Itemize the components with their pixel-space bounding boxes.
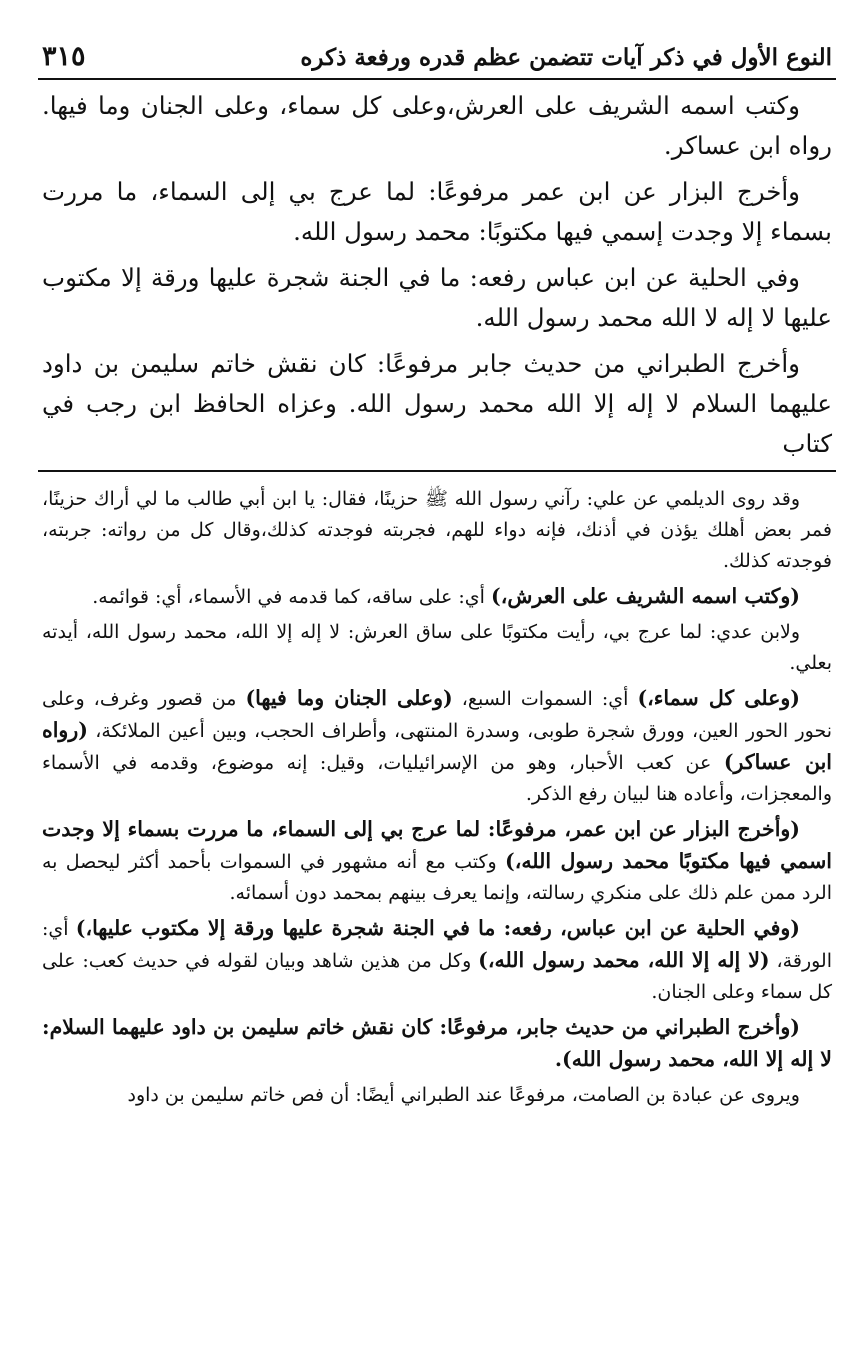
quoted-text: (وعلى كل سماء،)	[637, 686, 800, 710]
commentary-paragraph: ولابن عدي: لما عرج بي، رأيت مكتوبًا على ساق العرش: لا إله إلا الله، محمد رسول الله، أيدته بعلي.	[42, 621, 832, 674]
commentary-paragraph	[42, 913, 832, 1008]
main-paragraph: وأخرج البزار عن ابن عمر مرفوعًا: لما عرج بي إلى السماء، ما مررت بسماء إلا وجدت إسمي فيها مكتوبًا: محمد رسول الله.	[42, 177, 832, 246]
page-number: ٣١٥	[42, 41, 86, 73]
explanation-text: عن كعب الأحبار، وهو من الإسرائيليات، وقيل: إنه موضوع، وقدمه في الأسماء والمعجزات، وأعاده هنا لبيان رفع الذكر.	[42, 752, 832, 805]
main-text	[38, 80, 836, 464]
commentary-paragraph	[42, 814, 832, 909]
main-paragraph: وفي الحلية عن ابن عباس رفعه: ما في الجنة شجرة عليها ورقة إلا مكتوب عليها لا إله لا الله محمد رسول الله.	[42, 263, 832, 332]
book-page	[38, 28, 836, 1348]
quoted-text: (وأخرج البزار عن ابن عمر، مرفوعًا: لما عرج بي إلى السماء، ما مررت بسماء إلا وجدت اسمي فيها مكتوبًا محمد رسول الله،)	[42, 817, 832, 873]
quoted-text: (رواه ابن عساكر)	[42, 718, 832, 774]
quoted-text: (وعلى الجنان وما فيها)	[245, 686, 453, 710]
text-separator	[38, 470, 836, 472]
main-paragraph: وأخرج الطبراني من حديث جابر مرفوعًا: كان نقش خاتم سليمن بن داود عليهما السلام لا إله إلا الله محمد رسول الله. وعزاه الحافظ ابن رجب في كتاب	[42, 349, 832, 458]
quoted-text: (وفي الحلية عن ابن عباس، رفعه: ما في الجنة شجرة عليها ورقة إلا مكتوب عليها،)	[75, 916, 801, 940]
commentary-paragraph	[42, 581, 832, 613]
commentary-paragraph: وقد روى الديلمي عن علي: رآني رسول الله ﷺ حزينًا، فقال: يا ابن أبي طالب ما لي أراك حزينًا، فمر بعض أهلك يؤذن في أذنك، فإنه دواء للهم، فجربته فوجدته كذلك،وقال كل من رواته: جربته، فوجدته كذلك.	[42, 488, 832, 572]
explanation-text: وكتب مع أنه مشهور في السموات بأحمد أكثر ليحصل به الرد ممن علم ذلك على منكري رسالته، وإنما يعرف بينهم بمحمد دون أسمائه.	[42, 851, 832, 904]
main-paragraph: وكتب اسمه الشريف على العرش،وعلى كل سماء، وعلى الجنان وما فيها. رواه ابن عساكر.	[42, 91, 832, 160]
commentary-paragraph	[42, 1012, 832, 1076]
commentary-paragraph	[42, 683, 832, 810]
running-title: النوع الأول في ذكر آيات تتضمن عظم قدره ورفعة ذكره	[300, 44, 832, 72]
quoted-text: (لا إله إلا الله، محمد رسول الله،)	[478, 948, 770, 972]
explanation-text: أي: الورقة،	[42, 918, 833, 972]
explanation-text: من قصور وغرف، وعلى نحور الحور العين، وورق شجرة طوبى، وسدرة المنتهى، وأطراف الحجب، وبين أعين الملائكة،	[42, 688, 832, 742]
page-header	[38, 28, 836, 80]
explanation-text: أي: على ساقه، كما قدمه في الأسماء، أي: قوائمه.	[92, 586, 491, 608]
explanation-text: وكل من هذين شاهد وبيان لقوله في حديث كعب: على كل سماء وعلى الجنان.	[42, 950, 832, 1003]
commentary-paragraph: ويروى عن عبادة بن الصامت، مرفوعًا عند الطبراني أيضًا: أن فص خاتم سليمن بن داود	[127, 1084, 800, 1106]
quoted-text: (وكتب اسمه الشريف على العرش،)	[491, 584, 800, 608]
explanation-text: أي: السموات السبع،	[452, 688, 638, 710]
quoted-text: (وأخرج الطبراني من حديث جابر، مرفوعًا: كان نقش خاتم سليمن بن داود عليهما السلام: لا إله إلا الله، محمد رسول الله).	[42, 1015, 832, 1071]
commentary	[38, 484, 836, 1111]
